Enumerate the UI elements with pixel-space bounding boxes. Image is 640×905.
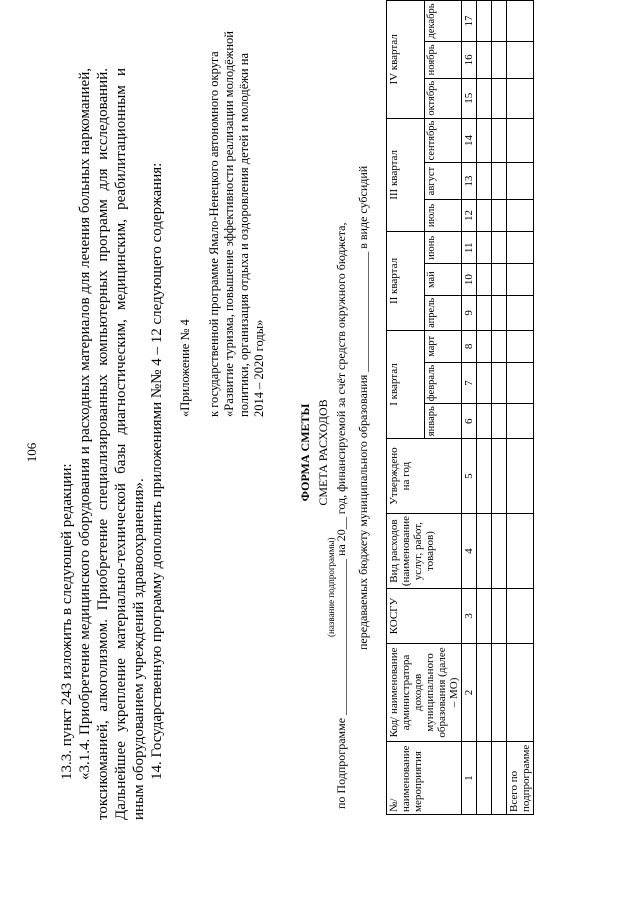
month-cell: июнь (424, 232, 462, 264)
header-col4: Вид расходов (наименование услуг, работ, товаров) (387, 514, 462, 589)
empty-cell (477, 1, 492, 42)
empty-cell (492, 439, 507, 514)
empty-cell (492, 643, 507, 741)
header-col1: №/ наименование мероприятия (387, 742, 462, 815)
municipality-line (356, 166, 370, 650)
number-cell: 5 (462, 439, 477, 514)
municipality-blank: ____________________ (356, 251, 370, 372)
number-cell: 12 (462, 199, 477, 231)
page-number: 106 (24, 442, 39, 463)
empty-cell (477, 264, 492, 295)
number-cell: 6 (462, 404, 477, 439)
table-number-row (462, 1, 477, 815)
empty-cell (492, 295, 507, 330)
month-cell: февраль (424, 362, 462, 403)
number-cell: 1 (462, 742, 477, 815)
empty-cell (492, 404, 507, 439)
empty-cell (477, 514, 492, 589)
subprogram-blank: __________________________ (334, 558, 348, 715)
empty-cell (507, 330, 534, 362)
empty-cell (492, 514, 507, 589)
empty-cell (492, 118, 507, 163)
empty-cell (477, 330, 492, 362)
subprogram-caption: (название подпрограммы) (326, 537, 336, 637)
total-label: Всего по подпрограмме (507, 742, 534, 815)
empty-cell (477, 742, 492, 815)
empty-cell (477, 41, 492, 78)
header-q4: IV квартал (387, 1, 425, 119)
header-q2: II квартал (387, 232, 425, 331)
month-cell: март (424, 330, 462, 362)
month-cell: июль (424, 199, 462, 231)
estimate-table (386, 0, 534, 815)
municipality-prefix: передаваемых бюджету муниципального образования (356, 374, 370, 650)
smeta-title: СМЕТА РАСХОДОВ (316, 399, 330, 506)
empty-cell (477, 163, 492, 199)
table-total-row (507, 1, 534, 815)
empty-cell (507, 404, 534, 439)
number-cell: 17 (462, 1, 477, 42)
appendix-block (178, 27, 281, 417)
number-cell: 4 (462, 514, 477, 589)
month-cell: декабрь (424, 1, 462, 42)
empty-cell (492, 264, 507, 295)
number-cell: 7 (462, 362, 477, 403)
number-cell: 3 (462, 589, 477, 644)
empty-cell (507, 643, 534, 741)
table-empty-row (492, 1, 507, 815)
number-cell: 9 (462, 295, 477, 330)
number-cell: 11 (462, 232, 477, 264)
header-q1: I квартал (387, 330, 425, 438)
table-empty-row (477, 1, 492, 815)
empty-cell (492, 41, 507, 78)
empty-cell (477, 439, 492, 514)
header-q3: III квартал (387, 118, 425, 231)
number-cell: 8 (462, 330, 477, 362)
month-cell: ноябрь (424, 41, 462, 78)
empty-cell (492, 232, 507, 264)
month-cell: октябрь (424, 78, 462, 118)
paragraph-3-1-4: «3.1.4. Приобретение медицинского оборудования и расходных материалов для лечения больных наркоманией, токсикоманией, алкоголизмом. Приобретение специализированных компьютерных программ для исследований. Дальнейшее укрепление материально-технической базы диагностическим, медицинским, реабилитационным и иным оборудованием учреждений здравоохранения». (77, 68, 147, 820)
number-cell: 13 (462, 163, 477, 199)
number-cell: 15 (462, 78, 477, 118)
number-cell: 2 (462, 643, 477, 741)
empty-cell (492, 362, 507, 403)
empty-cell (492, 1, 507, 42)
header-col5: Утверждено на год (387, 439, 462, 514)
empty-cell (477, 118, 492, 163)
empty-cell (477, 232, 492, 264)
header-col3: КОСГУ (387, 589, 462, 644)
number-cell: 16 (462, 41, 477, 78)
empty-cell (477, 362, 492, 403)
form-title: ФОРМА СМЕТЫ (298, 403, 312, 502)
month-cell: август (424, 163, 462, 199)
month-cell: апрель (424, 295, 462, 330)
empty-cell (507, 78, 534, 118)
empty-cell (477, 78, 492, 118)
empty-cell (507, 439, 534, 514)
empty-cell (477, 295, 492, 330)
empty-cell (507, 264, 534, 295)
empty-cell (507, 199, 534, 231)
empty-cell (507, 163, 534, 199)
appendix-title: «Приложение № 4 (178, 319, 192, 417)
empty-cell (507, 362, 534, 403)
empty-cell (477, 199, 492, 231)
empty-cell (492, 199, 507, 231)
empty-cell (477, 643, 492, 741)
appendix-text: к государственной программе Ямало-Ненецкого автономного округа «Развитие туризма, повышение эффективности реализации молодёжной политики, организация отдыха и оздоровления детей и молодёжи на 2014 – 2020 годы» (207, 31, 266, 417)
empty-cell (492, 78, 507, 118)
paragraph-14: 14. Государственную программу дополнить приложениями №№ 4 – 12 следующего содержания: (149, 162, 165, 780)
empty-cell (507, 295, 534, 330)
empty-cell (492, 163, 507, 199)
subprogram-line (334, 223, 348, 810)
month-cell: январь (424, 404, 462, 439)
body-text (58, 0, 166, 905)
month-cell: май (424, 264, 462, 295)
number-cell: 14 (462, 118, 477, 163)
municipality-suffix: в виде субсидий (356, 165, 370, 249)
empty-cell (507, 41, 534, 78)
empty-cell (507, 118, 534, 163)
number-cell: 10 (462, 264, 477, 295)
month-cell: сентябрь (424, 118, 462, 163)
empty-cell (507, 232, 534, 264)
empty-cell (477, 589, 492, 644)
paragraph-13-3: 13.3. пункт 243 изложить в следующей редакции: (59, 463, 75, 780)
empty-cell (492, 742, 507, 815)
empty-cell (477, 404, 492, 439)
empty-cell (507, 514, 534, 589)
empty-cell (507, 1, 534, 42)
table-header-row-1 (387, 1, 425, 815)
header-col2: Код/ наименование администратора доходов муниципального образования (далее – МО) (387, 643, 462, 741)
subprogram-prefix: по Подпрограмме (334, 717, 348, 809)
empty-cell (507, 589, 534, 644)
subprogram-middle: на 20__ год, финансируемой за счёт средств окружного бюджета, (334, 222, 348, 556)
empty-cell (492, 589, 507, 644)
empty-cell (492, 330, 507, 362)
